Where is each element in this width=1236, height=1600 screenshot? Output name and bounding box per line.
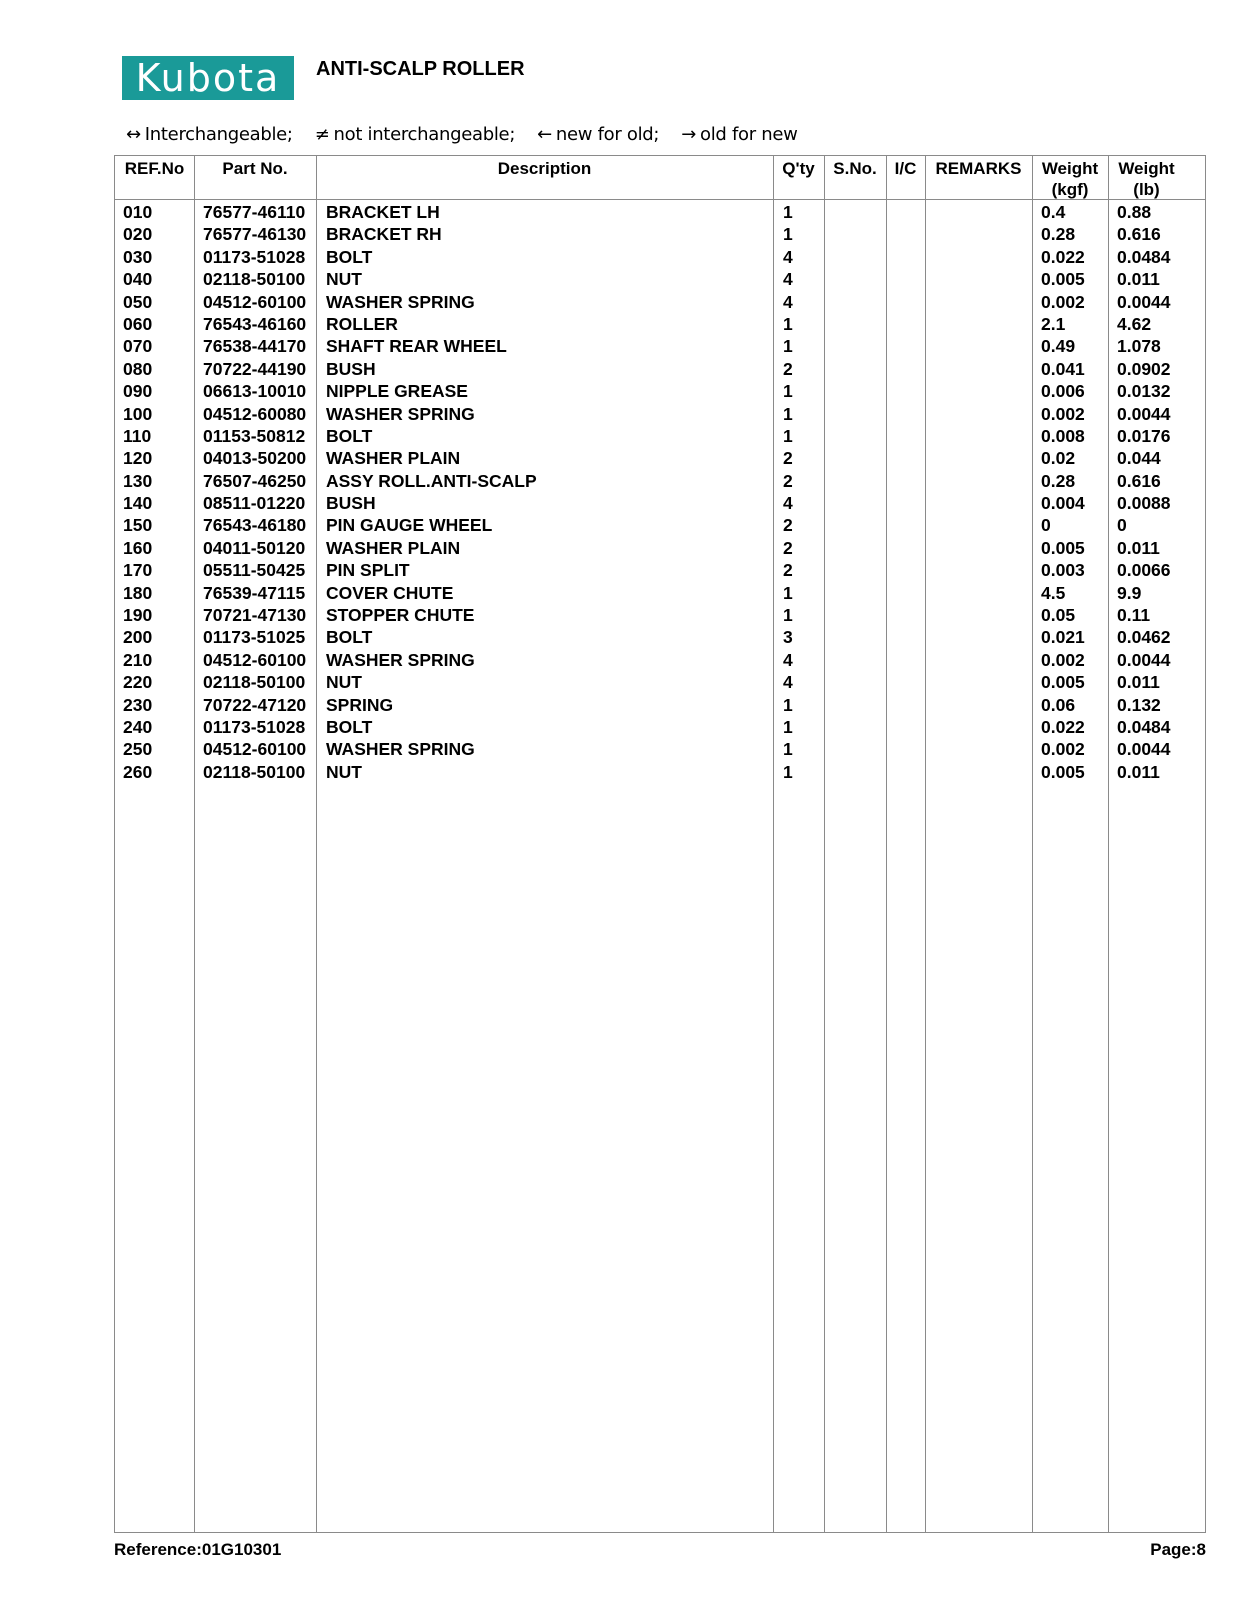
cell-description: WASHER PLAIN [326, 448, 461, 469]
cell-weight-kgf: 0.005 [1041, 761, 1085, 782]
cell-weight-kgf: 0.005 [1041, 537, 1085, 558]
cell-weight-lb: 0.0044 [1117, 739, 1171, 760]
cell-weight-lb: 0 [1117, 515, 1127, 536]
cell-part-no: 70722-47120 [203, 694, 307, 715]
cell-weight-kgf: 0.02 [1041, 448, 1076, 469]
legend-not-interchangeable [315, 124, 515, 145]
cell-weight-lb: 0.0176 [1117, 425, 1171, 446]
legend-interchangeable [126, 124, 293, 145]
table-row [115, 694, 1205, 716]
cell-qty: 4 [783, 649, 793, 670]
table-row [115, 380, 1205, 402]
cell-ref-no: 140 [123, 493, 153, 514]
cell-part-no: 06613-10010 [203, 381, 307, 402]
left-arrow-icon: ← [537, 124, 552, 145]
table-row [115, 291, 1205, 313]
cell-description: NIPPLE GREASE [326, 381, 468, 402]
cell-weight-kgf: 0.002 [1041, 291, 1085, 312]
cell-weight-lb: 0.0902 [1117, 358, 1171, 379]
cell-ref-no: 160 [123, 537, 153, 558]
cell-weight-kgf: 0.021 [1041, 627, 1085, 648]
cell-description: WASHER PLAIN [326, 537, 461, 558]
cell-ref-no: 170 [123, 560, 153, 581]
cell-ref-no: 250 [123, 739, 153, 760]
cell-weight-lb: 0.0044 [1117, 649, 1171, 670]
cell-part-no: 04011-50120 [203, 537, 306, 558]
cell-weight-kgf: 0.002 [1041, 649, 1085, 670]
cell-ref-no: 180 [123, 582, 153, 603]
table-row [115, 470, 1205, 492]
parts-rows [115, 201, 1205, 783]
cell-qty: 1 [783, 403, 793, 424]
cell-qty: 2 [783, 537, 793, 558]
legend-label: old for new [700, 124, 798, 145]
table-row [115, 537, 1205, 559]
cell-ref-no: 080 [123, 358, 153, 379]
cell-ref-no: 030 [123, 246, 153, 267]
cell-part-no: 02118-50100 [203, 269, 306, 290]
legend-label: Interchangeable; [144, 124, 293, 145]
cell-weight-lb: 0.616 [1117, 224, 1161, 245]
cell-weight-kgf: 0.002 [1041, 739, 1085, 760]
cell-weight-lb: 0.0484 [1117, 246, 1171, 267]
cell-qty: 2 [783, 470, 793, 491]
header-part-no: Part No. [222, 159, 288, 178]
cell-part-no: 02118-50100 [203, 761, 306, 782]
cell-qty: 2 [783, 358, 793, 379]
cell-qty: 1 [783, 381, 793, 402]
cell-weight-lb: 9.9 [1117, 582, 1142, 603]
cell-weight-lb: 0.132 [1117, 694, 1161, 715]
cell-qty: 4 [783, 291, 793, 312]
page-number: Page:8 [1150, 1540, 1206, 1559]
cell-part-no: 76543-46180 [203, 515, 307, 536]
cell-part-no: 01173-51028 [203, 716, 306, 737]
table-row [115, 604, 1205, 626]
cell-ref-no: 200 [123, 627, 153, 648]
cell-part-no: 76538-44170 [203, 336, 307, 357]
reference-number: Reference:01G10301 [114, 1540, 282, 1559]
cell-part-no: 04512-60100 [203, 291, 307, 312]
header-ref-no: REF.No [124, 159, 185, 178]
header-weight-unit: (lb) [1133, 180, 1160, 199]
cell-ref-no: 150 [123, 515, 153, 536]
cell-description: BOLT [326, 627, 373, 648]
header-remarks: REMARKS [935, 159, 1022, 178]
cell-ref-no: 210 [123, 649, 153, 670]
table-row [115, 335, 1205, 357]
cell-weight-kgf: 4.5 [1041, 582, 1066, 603]
cell-qty: 1 [783, 582, 793, 603]
cell-ref-no: 040 [123, 269, 153, 290]
cell-description: BUSH [326, 358, 376, 379]
cell-part-no: 01153-50812 [203, 425, 306, 446]
table-row [115, 738, 1205, 760]
cell-weight-lb: 0.011 [1117, 537, 1160, 558]
cell-ref-no: 070 [123, 336, 153, 357]
cell-description: BOLT [326, 425, 373, 446]
table-row [115, 313, 1205, 335]
cell-description: BRACKET LH [326, 202, 440, 222]
header-qty: Q'ty [782, 159, 815, 178]
cell-weight-kgf: 0.28 [1041, 224, 1076, 245]
cell-weight-lb: 0.011 [1117, 761, 1160, 782]
cell-qty: 1 [783, 761, 793, 782]
cell-part-no: 04512-60080 [203, 403, 307, 424]
header-serial-no: S.No. [833, 159, 877, 178]
cell-qty: 1 [783, 694, 793, 715]
cell-qty: 1 [783, 202, 793, 222]
cell-qty: 1 [783, 739, 793, 760]
cell-weight-kgf: 0.003 [1041, 560, 1085, 581]
cell-qty: 1 [783, 425, 793, 446]
header-weight-label: Weight [1041, 159, 1099, 178]
not-equal-icon: ≠ [314, 124, 330, 145]
cell-part-no: 08511-01220 [203, 493, 306, 514]
cell-weight-lb: 0.0462 [1117, 627, 1171, 648]
legend-old-for-new [681, 124, 797, 145]
cell-part-no: 04013-50200 [203, 448, 307, 469]
cell-part-no: 70721-47130 [203, 605, 307, 626]
cell-weight-lb: 0.0088 [1117, 493, 1171, 514]
cell-weight-kgf: 0.004 [1041, 493, 1085, 514]
cell-description: WASHER SPRING [326, 649, 475, 670]
table-row [115, 358, 1205, 380]
legend-label: not interchangeable; [333, 124, 516, 145]
cell-description: PIN GAUGE WHEEL [326, 515, 493, 536]
cell-description: NUT [326, 269, 362, 290]
cell-weight-kgf: 0 [1041, 515, 1051, 536]
cell-description: SPRING [326, 694, 394, 715]
cell-ref-no: 010 [123, 202, 153, 222]
cell-weight-lb: 0.0044 [1117, 291, 1171, 312]
cell-part-no: 76577-46110 [203, 202, 306, 222]
cell-description: SHAFT REAR WHEEL [326, 336, 507, 357]
cell-description: BOLT [326, 246, 373, 267]
cell-weight-kgf: 0.041 [1041, 358, 1085, 379]
cell-qty: 4 [783, 493, 793, 514]
table-row [115, 582, 1205, 604]
cell-weight-kgf: 0.05 [1041, 605, 1076, 626]
table-row [115, 559, 1205, 581]
cell-ref-no: 130 [123, 470, 153, 491]
cell-qty: 1 [783, 605, 793, 626]
cell-ref-no: 220 [123, 672, 153, 693]
cell-weight-lb: 0.044 [1117, 448, 1161, 469]
cell-weight-kgf: 0.006 [1041, 381, 1085, 402]
cell-ref-no: 110 [123, 425, 152, 446]
cell-description: ROLLER [326, 313, 398, 334]
cell-weight-kgf: 0.49 [1041, 336, 1076, 357]
header-description: Description [497, 159, 592, 178]
cell-weight-lb: 0.011 [1117, 269, 1160, 290]
cell-ref-no: 190 [123, 605, 153, 626]
cell-qty: 1 [783, 336, 793, 357]
cell-ref-no: 050 [123, 291, 153, 312]
cell-description: WASHER SPRING [326, 403, 475, 424]
cell-description: NUT [326, 672, 362, 693]
cell-qty: 1 [783, 716, 793, 737]
table-row [115, 268, 1205, 290]
kubota-logo: Kubota [122, 56, 294, 100]
cell-weight-kgf: 0.005 [1041, 672, 1085, 693]
cell-ref-no: 230 [123, 694, 153, 715]
cell-description: BRACKET RH [326, 224, 442, 245]
right-arrow-icon: → [681, 124, 696, 145]
header-weight-lb [1108, 156, 1185, 200]
table-row [115, 201, 1205, 223]
cell-weight-lb: 0.011 [1117, 672, 1160, 693]
cell-weight-kgf: 0.005 [1041, 269, 1085, 290]
page-title: ANTI-SCALP ROLLER [316, 58, 525, 80]
cell-qty: 1 [783, 313, 793, 334]
header-ic: I/C [894, 159, 917, 178]
cell-weight-lb: 0.0484 [1117, 716, 1171, 737]
table-row [115, 447, 1205, 469]
cell-qty: 4 [783, 246, 793, 267]
cell-weight-lb: 0.616 [1117, 470, 1161, 491]
cell-part-no: 05511-50425 [203, 560, 306, 581]
header-weight-kgf [1032, 156, 1108, 200]
double-arrow-icon: ↔ [126, 124, 141, 145]
cell-description: COVER CHUTE [326, 582, 454, 603]
table-row [115, 403, 1205, 425]
parts-table [114, 155, 1206, 1533]
cell-weight-kgf: 0.022 [1041, 716, 1085, 737]
cell-qty: 2 [783, 560, 793, 581]
cell-weight-lb: 4.62 [1117, 313, 1152, 334]
cell-weight-lb: 1.078 [1117, 336, 1161, 357]
cell-ref-no: 060 [123, 313, 153, 334]
cell-description: WASHER SPRING [326, 291, 475, 312]
cell-description: ASSY ROLL.ANTI-SCALP [326, 470, 537, 491]
cell-description: WASHER SPRING [326, 739, 475, 760]
cell-qty: 4 [783, 269, 793, 290]
header-weight-unit: (kgf) [1051, 180, 1089, 199]
cell-ref-no: 020 [123, 224, 153, 245]
cell-weight-kgf: 0.008 [1041, 425, 1085, 446]
cell-part-no: 04512-60100 [203, 649, 307, 670]
cell-description: STOPPER CHUTE [326, 605, 475, 626]
cell-weight-lb: 0.0132 [1117, 381, 1171, 402]
cell-weight-kgf: 0.06 [1041, 694, 1076, 715]
legend-label: new for old; [555, 124, 660, 145]
cell-description: PIN SPLIT [326, 560, 410, 581]
cell-qty: 2 [783, 515, 793, 536]
cell-description: NUT [326, 761, 362, 782]
cell-part-no: 70722-44190 [203, 358, 307, 379]
table-row [115, 425, 1205, 447]
table-row [115, 514, 1205, 536]
table-row [115, 716, 1205, 738]
cell-description: BOLT [326, 716, 373, 737]
cell-ref-no: 120 [123, 448, 153, 469]
cell-part-no: 01173-51028 [203, 246, 306, 267]
cell-ref-no: 240 [123, 716, 153, 737]
cell-qty: 4 [783, 672, 793, 693]
header-weight-label: Weight [1118, 159, 1175, 178]
cell-weight-kgf: 0.28 [1041, 470, 1076, 491]
cell-part-no: 04512-60100 [203, 739, 307, 760]
table-row [115, 761, 1205, 783]
cell-weight-kgf: 0.022 [1041, 246, 1085, 267]
cell-weight-lb: 0.0066 [1117, 560, 1171, 581]
cell-weight-kgf: 0.002 [1041, 403, 1085, 424]
cell-qty: 3 [783, 627, 793, 648]
cell-description: BUSH [326, 493, 376, 514]
legend-new-for-old [537, 124, 659, 145]
cell-part-no: 76539-47115 [203, 582, 306, 603]
cell-part-no: 02118-50100 [203, 672, 306, 693]
cell-ref-no: 260 [123, 761, 153, 782]
table-row [115, 671, 1205, 693]
table-row [115, 626, 1205, 648]
table-row [115, 492, 1205, 514]
cell-part-no: 76507-46250 [203, 470, 307, 491]
cell-weight-lb: 0.88 [1117, 202, 1152, 222]
table-row [115, 223, 1205, 245]
cell-ref-no: 090 [123, 381, 153, 402]
cell-weight-lb: 0.0044 [1117, 403, 1171, 424]
cell-part-no: 01173-51025 [203, 627, 306, 648]
table-row [115, 649, 1205, 671]
cell-ref-no: 100 [123, 403, 153, 424]
cell-weight-kgf: 0.4 [1041, 202, 1066, 222]
cell-weight-lb: 0.11 [1117, 605, 1151, 626]
interchangeability-legend [126, 124, 798, 145]
cell-part-no: 76543-46160 [203, 313, 307, 334]
cell-weight-kgf: 2.1 [1041, 313, 1066, 334]
cell-qty: 2 [783, 448, 793, 469]
cell-qty: 1 [783, 224, 793, 245]
table-row [115, 246, 1205, 268]
cell-part-no: 76577-46130 [203, 224, 307, 245]
